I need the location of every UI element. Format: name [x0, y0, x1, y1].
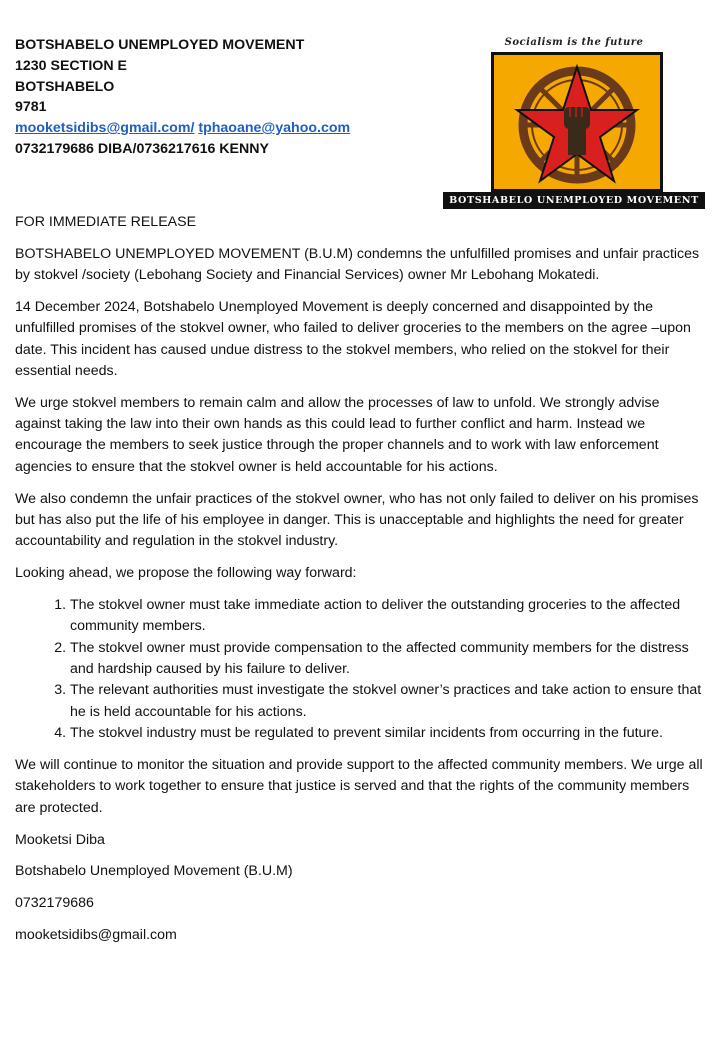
list-item: 3. The relevant authorities must investigate the stokvel owner’s practices and take action to ensure that he is held accountable for his actions. — [70, 680, 707, 723]
way-forward-list — [15, 595, 707, 744]
list-item: 2. The stokvel owner must provide compensation to the affected community members for the distress and hardship caused by his failure to deliver. — [70, 638, 707, 681]
signature-email: mooketsidibs@gmail.com — [15, 927, 177, 944]
press-release-body — [15, 212, 707, 957]
email-link-1[interactable]: mooketsidibs@gmail.com/ — [15, 120, 195, 137]
logo-banner: BOTSHABELO UNEMPLOYED MOVEMENT — [443, 192, 705, 209]
signature-org: Botshabelo Unemployed Movement (B.U.M) — [15, 863, 293, 880]
email-line — [15, 118, 350, 139]
paragraph-6: We will continue to monitor the situation and provide support to the affected community members. We urge all stakeholders to work together to ensure that justice is served and that the rights of the community members are protected. — [15, 757, 703, 816]
logo-emblem — [491, 52, 663, 192]
bum-logo — [443, 37, 705, 209]
paragraph-1: BOTSHABELO UNEMPLOYED MOVEMENT (B.U.M) condemns the unfulfilled promises and unfair practices by stokvel /society (Lebohang Society and Financial Services) owner Mr Lebohang Mokatedi. — [15, 245, 700, 284]
letterhead-address — [15, 35, 350, 160]
list-item: 1. The stokvel owner must take immediate action to deliver the outstanding groceries to the affected community members. — [70, 595, 707, 638]
paragraph-2: 14 December 2024, Botshabelo Unemployed Movement is deeply concerned and disappointed by the unfulfilled promises of the stokvel owner, who failed to deliver groceries to the members on the agree –upon date. This incident has caused undue distress to the stokvel members, who relied on the stokvel for their essential needs. — [15, 299, 691, 379]
org-name: BOTSHABELO UNEMPLOYED MOVEMENT — [15, 37, 305, 53]
address-line-2: BOTSHABELO — [15, 78, 115, 95]
paragraph-3: We urge stokvel members to remain calm and allow the processes of law to unfold. We strongly advise against taking the law into their own hands as this could lead to further conflict and harm. Instead we encourage the members to seek justice through the proper channels and to work with law enforcement agencies to ensure that the stokvel owner is held accountable for his actions. — [15, 394, 660, 475]
paragraph-4: We also condemn the unfair practices of the stokvel owner, who has not only failed to deliver on his promises but has also put the life of his employee in danger. This is unacceptable and highlights the need for greater accountability and regulation in the stokvel industry. — [15, 490, 699, 550]
signature-name: Mooketsi Diba — [15, 831, 105, 848]
signature-phone: 0732179686 — [15, 895, 94, 912]
email-link-2[interactable]: tphaoane@yahoo.com — [198, 120, 351, 137]
paragraph-5: Looking ahead, we propose the following way forward: — [15, 565, 357, 582]
star-wheel-fist-icon — [494, 55, 660, 189]
phone-numbers: 0732179686 DIBA/0736217616 KENNY — [15, 140, 269, 157]
address-line-1: 1230 SECTION E — [15, 57, 127, 74]
list-item: 4. The stokvel industry must be regulated to prevent similar incidents from occurring in the future. — [70, 723, 707, 744]
logo-tagline: Socialism is the future — [504, 37, 644, 48]
postcode: 9781 — [15, 99, 47, 116]
release-label: FOR IMMEDIATE RELEASE — [15, 214, 197, 230]
